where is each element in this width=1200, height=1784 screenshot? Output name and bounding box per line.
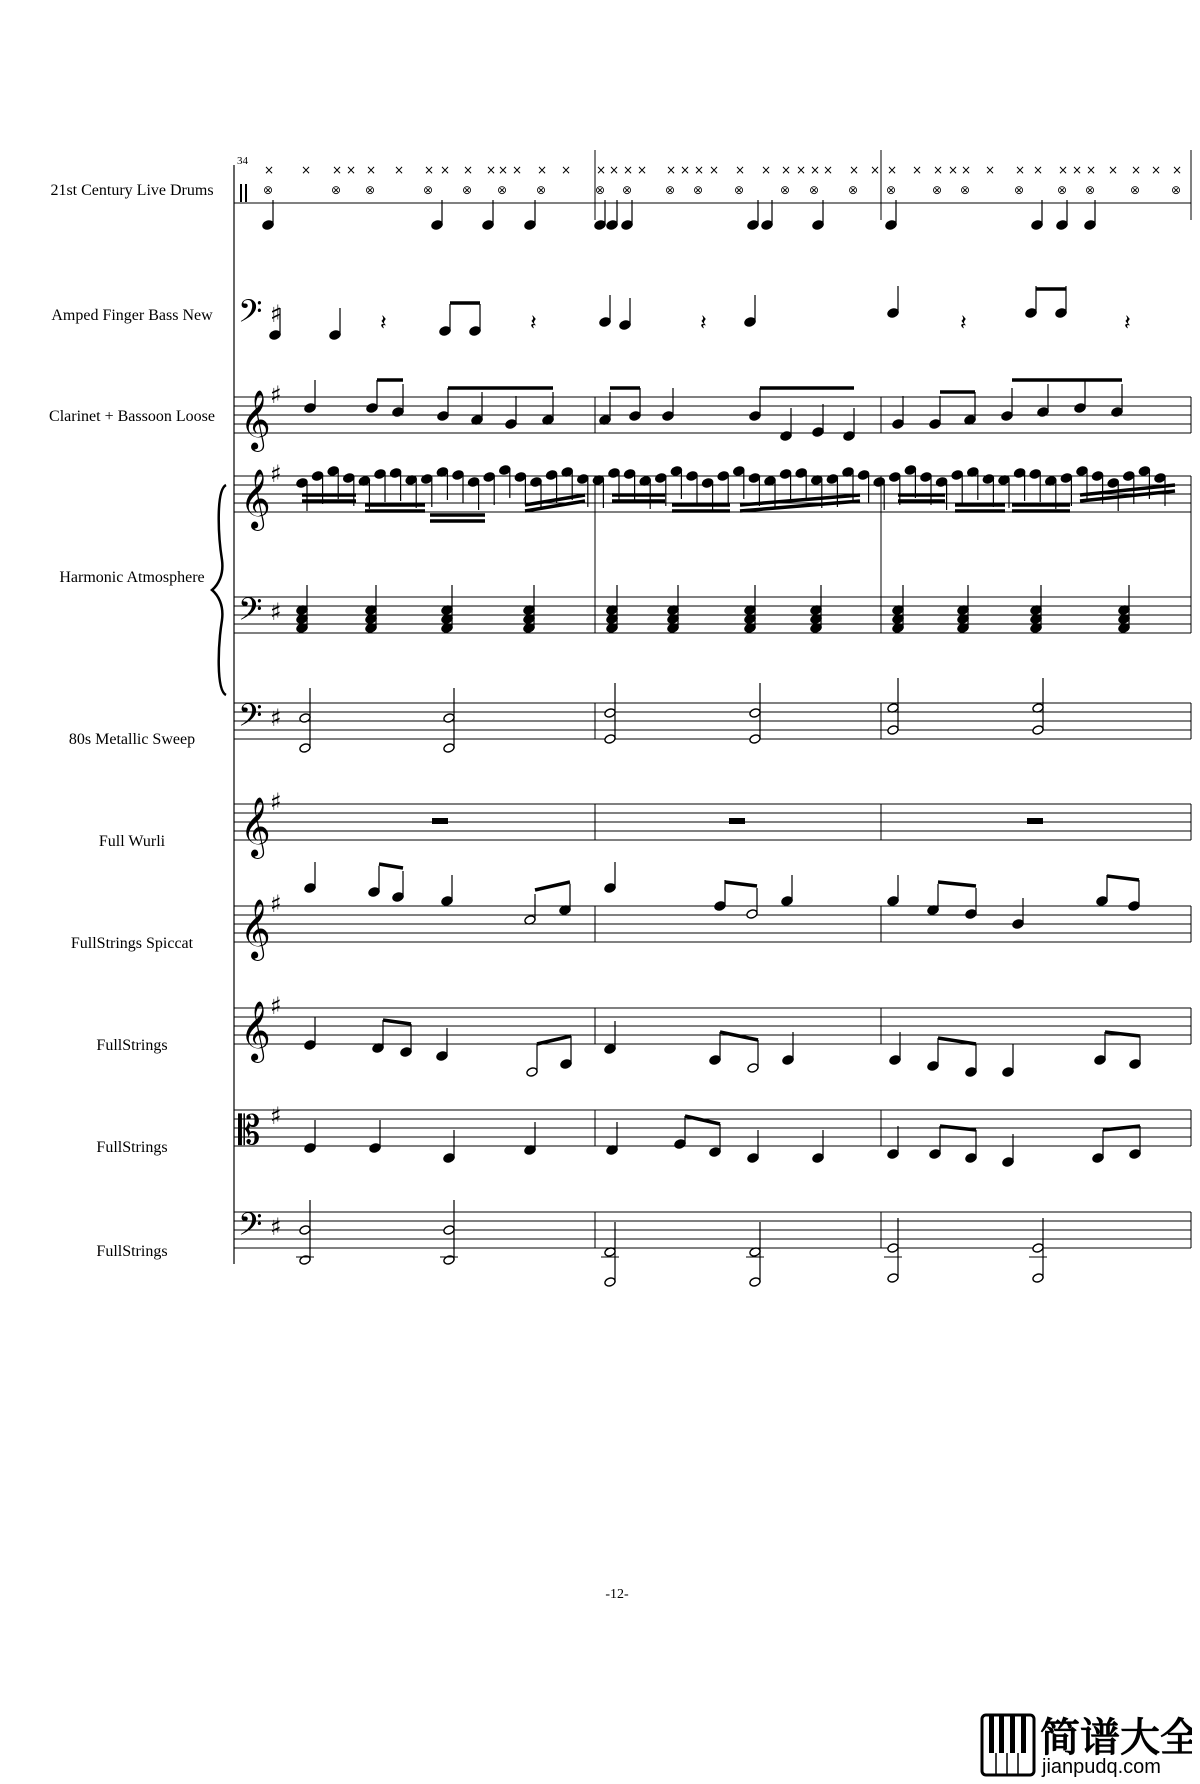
notehead: [437, 411, 449, 422]
notehead: [311, 471, 323, 482]
notehead: [1091, 471, 1103, 482]
notehead: [746, 909, 758, 920]
notehead: [965, 1153, 977, 1164]
instrument-label-spiccat: FullStrings Spiccat: [70, 935, 194, 952]
grand-staff-brace: [212, 485, 226, 695]
notehead: [421, 474, 433, 485]
notehead: [965, 1067, 977, 1078]
notehead: [927, 1061, 939, 1072]
cymbal-x-icon: ×: [887, 163, 898, 177]
hihat-open-icon: ⊗: [734, 183, 745, 197]
notehead: [621, 220, 633, 231]
hihat-open-icon: ⊗: [595, 183, 606, 197]
notehead: [483, 472, 495, 483]
cymbal-x-icon: ×: [709, 163, 720, 177]
notehead: [560, 1059, 572, 1070]
cymbal-x-icon: ×: [694, 163, 705, 177]
cymbal-x-icon: ×: [849, 163, 860, 177]
cymbal-x-icon: ×: [440, 163, 451, 177]
notehead: [747, 220, 759, 231]
quarter-rest-icon: 𝄽: [530, 311, 537, 336]
notehead: [392, 407, 404, 418]
notehead: [299, 1225, 311, 1236]
hihat-open-icon: ⊗: [622, 183, 633, 197]
notehead: [1060, 473, 1072, 484]
treble-clef-icon: 𝄞: [240, 1001, 271, 1061]
notehead: [655, 473, 667, 484]
cymbal-x-icon: ×: [781, 163, 792, 177]
quarter-rest-icon: 𝄽: [960, 311, 967, 336]
notehead: [781, 896, 793, 907]
notehead: [935, 477, 947, 488]
notehead: [1111, 407, 1123, 418]
notehead: [299, 713, 311, 724]
hihat-open-icon: ⊗: [693, 183, 704, 197]
beam: [379, 864, 403, 868]
notehead: [400, 1047, 412, 1058]
notehead: [889, 1055, 901, 1066]
whole-rest-icon: [1027, 818, 1043, 824]
notehead: [443, 1153, 455, 1164]
cymbal-x-icon: ×: [463, 163, 474, 177]
notehead: [749, 708, 761, 719]
bass-clef-icon: 𝄢: [238, 1206, 263, 1250]
notehead: [431, 220, 443, 231]
hihat-open-icon: ⊗: [331, 183, 342, 197]
notehead: [524, 220, 536, 231]
hihat-open-icon: ⊗: [536, 183, 547, 197]
notehead: [392, 892, 404, 903]
cymbal-x-icon: ×: [948, 163, 959, 177]
hihat-open-icon: ⊗: [263, 183, 274, 197]
notehead: [749, 411, 761, 422]
cymbal-x-icon: ×: [596, 163, 607, 177]
hihat-open-icon: ⊗: [1085, 183, 1096, 197]
notehead: [619, 320, 631, 331]
notehead: [887, 725, 899, 736]
beam: [938, 882, 976, 886]
cymbal-x-icon: ×: [301, 163, 312, 177]
notehead: [733, 466, 745, 477]
notehead: [299, 1255, 311, 1266]
cymbal-x-icon: ×: [1086, 163, 1097, 177]
sharp-icon: ♯: [270, 788, 282, 816]
cymbal-x-icon: ×: [810, 163, 821, 177]
notehead: [604, 883, 616, 894]
notehead: [469, 326, 481, 337]
hihat-open-icon: ⊗: [780, 183, 791, 197]
notehead: [709, 1055, 721, 1066]
notehead: [701, 478, 713, 489]
sharp-icon: ♯: [270, 1102, 282, 1130]
notehead: [889, 472, 901, 483]
notehead: [1002, 1067, 1014, 1078]
notehead: [1037, 407, 1049, 418]
notehead: [443, 1255, 455, 1266]
notehead: [857, 470, 869, 481]
cymbal-x-icon: ×: [1015, 163, 1026, 177]
quarter-rest-icon: 𝄽: [1124, 311, 1131, 336]
beam: [685, 1116, 720, 1124]
hihat-open-icon: ⊗: [1057, 183, 1068, 197]
notehead: [1107, 478, 1119, 489]
notehead: [951, 470, 963, 481]
notehead: [795, 468, 807, 479]
cymbal-x-icon: ×: [870, 163, 881, 177]
notehead: [304, 1040, 316, 1051]
notehead: [482, 220, 494, 231]
notehead: [1032, 1243, 1044, 1254]
cymbal-x-icon: ×: [1151, 163, 1162, 177]
notehead: [329, 330, 341, 341]
notehead: [812, 427, 824, 438]
notehead: [779, 469, 791, 480]
notehead: [374, 469, 386, 480]
notehead: [441, 896, 453, 907]
instrument-label-sweep: 80s Metallic Sweep: [68, 731, 196, 748]
piano-keys-icon: [982, 1715, 1034, 1775]
treble-clef-icon: 𝄞: [240, 469, 271, 529]
notehead: [1001, 411, 1013, 422]
notehead: [1092, 1153, 1104, 1164]
cymbal-x-icon: ×: [933, 163, 944, 177]
notehead: [982, 474, 994, 485]
notehead: [1154, 473, 1166, 484]
notehead: [1128, 901, 1140, 912]
notehead: [369, 1143, 381, 1154]
instrument-label-clarinet: Clarinet + Bassoon Loose: [49, 408, 215, 425]
cymbal-x-icon: ×: [912, 163, 923, 177]
sharp-icon: ♯: [270, 460, 282, 488]
hihat-open-icon: ⊗: [365, 183, 376, 197]
hihat-open-icon: ⊗: [1171, 183, 1182, 197]
cymbal-x-icon: ×: [264, 163, 275, 177]
notehead: [368, 887, 380, 898]
beam: [535, 882, 570, 890]
cymbal-x-icon: ×: [486, 163, 497, 177]
notehead: [965, 909, 977, 920]
cymbal-x-icon: ×: [561, 163, 572, 177]
notehead: [843, 431, 855, 442]
notehead: [1138, 466, 1150, 477]
notehead: [1094, 1055, 1106, 1066]
sharp-icon: ♯: [270, 890, 282, 918]
notehead: [904, 465, 916, 476]
notehead: [929, 1149, 941, 1160]
cymbal-x-icon: ×: [666, 163, 677, 177]
notehead: [1031, 220, 1043, 231]
cymbal-x-icon: ×: [680, 163, 691, 177]
hihat-open-icon: ⊗: [665, 183, 676, 197]
quarter-rest-icon: 𝄽: [380, 311, 387, 336]
notehead: [389, 468, 401, 479]
notehead: [1084, 220, 1096, 231]
notehead: [604, 1044, 616, 1055]
logo-url: jianpudq.com: [1042, 1756, 1161, 1777]
notehead: [443, 743, 455, 754]
notehead: [873, 477, 885, 488]
cymbal-x-icon: ×: [512, 163, 523, 177]
notehead: [892, 419, 904, 430]
instrument-label-strings-3: FullStrings: [96, 1243, 168, 1260]
notehead: [1032, 1273, 1044, 1284]
quarter-rest-icon: 𝄽: [700, 311, 707, 336]
notehead: [929, 419, 941, 430]
hihat-open-icon: ⊗: [462, 183, 473, 197]
beam: [720, 1032, 758, 1040]
alto-clef-icon: 𝄡: [238, 1108, 261, 1154]
notehead: [1032, 725, 1044, 736]
notehead: [443, 1225, 455, 1236]
notehead: [304, 1143, 316, 1154]
notehead: [812, 1153, 824, 1164]
notehead: [606, 220, 618, 231]
bass-clef-icon: 𝄢: [238, 293, 263, 337]
hihat-open-icon: ⊗: [423, 183, 434, 197]
notehead: [604, 734, 616, 745]
hihat-open-icon: ⊗: [960, 183, 971, 197]
drum-staff: [234, 184, 1191, 203]
whole-rest-icon: [432, 818, 448, 824]
notehead: [1123, 471, 1135, 482]
notehead: [269, 330, 281, 341]
cymbal-x-icon: ×: [394, 163, 405, 177]
notehead: [1025, 308, 1037, 319]
notehead: [604, 708, 616, 719]
notehead: [887, 896, 899, 907]
sharp-icon: ♯: [270, 1213, 282, 1241]
cymbal-x-icon: ×: [623, 163, 634, 177]
beam: [1103, 1126, 1140, 1130]
cymbal-x-icon: ×: [1033, 163, 1044, 177]
instrument-label-strings-2: FullStrings: [96, 1139, 168, 1156]
cymbal-x-icon: ×: [1058, 163, 1069, 177]
instrument-label-drums: 21st Century Live Drums: [50, 182, 214, 199]
cymbal-x-icon: ×: [961, 163, 972, 177]
sharp-icon: ♯: [270, 300, 282, 328]
beam: [383, 1020, 411, 1024]
hihat-open-icon: ⊗: [809, 183, 820, 197]
notehead: [686, 471, 698, 482]
beam: [725, 882, 757, 886]
beam: [1107, 876, 1139, 880]
notehead: [674, 1139, 686, 1150]
notehead: [1096, 896, 1108, 907]
notehead: [826, 474, 838, 485]
staff-lines: [234, 397, 1191, 1248]
notehead: [662, 411, 674, 422]
beam: [940, 1126, 976, 1130]
notehead: [623, 469, 635, 480]
cymbal-x-icon: ×: [498, 163, 509, 177]
hihat-open-icon: ⊗: [886, 183, 897, 197]
notehead: [327, 466, 339, 477]
notehead: [304, 403, 316, 414]
beam: [938, 1038, 976, 1044]
notehead: [717, 471, 729, 482]
notehead: [782, 1055, 794, 1066]
sharp-icon: ♯: [270, 598, 282, 626]
notehead: [439, 326, 451, 337]
sharp-icon: ♯: [270, 704, 282, 732]
notehead: [1129, 1059, 1141, 1070]
whole-rest-icon: [729, 818, 745, 824]
sharp-icon: ♯: [270, 992, 282, 1020]
notehead: [744, 317, 756, 328]
instrument-label-wurli: Full Wurli: [98, 833, 166, 850]
cymbal-x-icon: ×: [637, 163, 648, 177]
notehead: [887, 1243, 899, 1254]
notehead: [577, 474, 589, 485]
cymbal-x-icon: ×: [985, 163, 996, 177]
notehead: [545, 470, 557, 481]
cymbal-x-icon: ×: [735, 163, 746, 177]
notehead: [1129, 1149, 1141, 1160]
cymbal-x-icon: ×: [1072, 163, 1083, 177]
treble-clef-icon: 𝄞: [240, 797, 271, 857]
notehead: [499, 465, 511, 476]
cymbal-x-icon: ×: [424, 163, 435, 177]
notehead: [594, 220, 606, 231]
cymbal-x-icon: ×: [366, 163, 377, 177]
notehead: [1029, 469, 1041, 480]
logo-text: 简谱大全: [1040, 1715, 1192, 1761]
notehead: [452, 470, 464, 481]
notehead: [467, 477, 479, 488]
notehead: [296, 478, 308, 489]
notehead: [629, 411, 641, 422]
notehead: [262, 220, 274, 231]
notehead: [747, 1063, 759, 1074]
cymbal-x-icon: ×: [332, 163, 343, 177]
cymbal-x-icon: ×: [796, 163, 807, 177]
notehead: [1002, 1157, 1014, 1168]
notehead: [505, 419, 517, 430]
notehead: [714, 901, 726, 912]
instrument-label-strings-1: FullStrings: [96, 1037, 168, 1054]
hihat-open-icon: ⊗: [932, 183, 943, 197]
cymbal-x-icon: ×: [761, 163, 772, 177]
notehead: [530, 477, 542, 488]
notehead: [749, 734, 761, 745]
notehead: [670, 466, 682, 477]
notehead: [366, 403, 378, 414]
page-number: -12-: [605, 1587, 629, 1602]
notehead: [748, 473, 760, 484]
treble-clef-icon: 𝄞: [240, 390, 271, 450]
cymbal-x-icon: ×: [1131, 163, 1142, 177]
notehead: [304, 883, 316, 894]
notehead: [514, 472, 526, 483]
bass-clef-icon: 𝄢: [238, 591, 263, 635]
sharp-icon: ♯: [270, 381, 282, 409]
notehead: [526, 1067, 538, 1078]
hihat-open-icon: ⊗: [1130, 183, 1141, 197]
notehead: [780, 431, 792, 442]
instrument-label-bass: Amped Finger Bass New: [51, 307, 213, 324]
hihat-open-icon: ⊗: [848, 183, 859, 197]
cymbal-x-icon: ×: [346, 163, 357, 177]
notehead: [812, 220, 824, 231]
notehead: [343, 473, 355, 484]
notehead: [920, 472, 932, 483]
notehead: [887, 1273, 899, 1284]
notehead: [887, 1149, 899, 1160]
beam: [537, 1036, 571, 1044]
notehead: [599, 317, 611, 328]
instrument-label-harmonic: Harmonic Atmosphere: [59, 569, 205, 586]
notehead: [885, 220, 897, 231]
notehead: [749, 1277, 761, 1288]
cymbal-x-icon: ×: [1172, 163, 1183, 177]
notehead: [608, 468, 620, 479]
notehead: [1056, 220, 1068, 231]
notehead: [887, 308, 899, 319]
notehead: [1013, 468, 1025, 479]
hihat-open-icon: ⊗: [497, 183, 508, 197]
notehead: [1076, 466, 1088, 477]
notehead: [443, 713, 455, 724]
cymbal-x-icon: ×: [609, 163, 620, 177]
measure-number: 34: [237, 155, 248, 167]
notehead: [436, 1051, 448, 1062]
notehead: [747, 1153, 759, 1164]
hihat-open-icon: ⊗: [1014, 183, 1025, 197]
notehead: [1055, 308, 1067, 319]
treble-clef-icon: 𝄞: [240, 899, 271, 959]
notehead: [299, 743, 311, 754]
notehead: [709, 1147, 721, 1158]
bass-clef-icon: 𝄢: [238, 697, 263, 741]
notehead: [1012, 919, 1024, 930]
cymbal-x-icon: ×: [537, 163, 548, 177]
notehead: [1074, 403, 1086, 414]
cymbal-x-icon: ×: [823, 163, 834, 177]
notehead: [761, 220, 773, 231]
notehead: [604, 1277, 616, 1288]
site-logo: [980, 1713, 1192, 1777]
cymbal-x-icon: ×: [1108, 163, 1119, 177]
